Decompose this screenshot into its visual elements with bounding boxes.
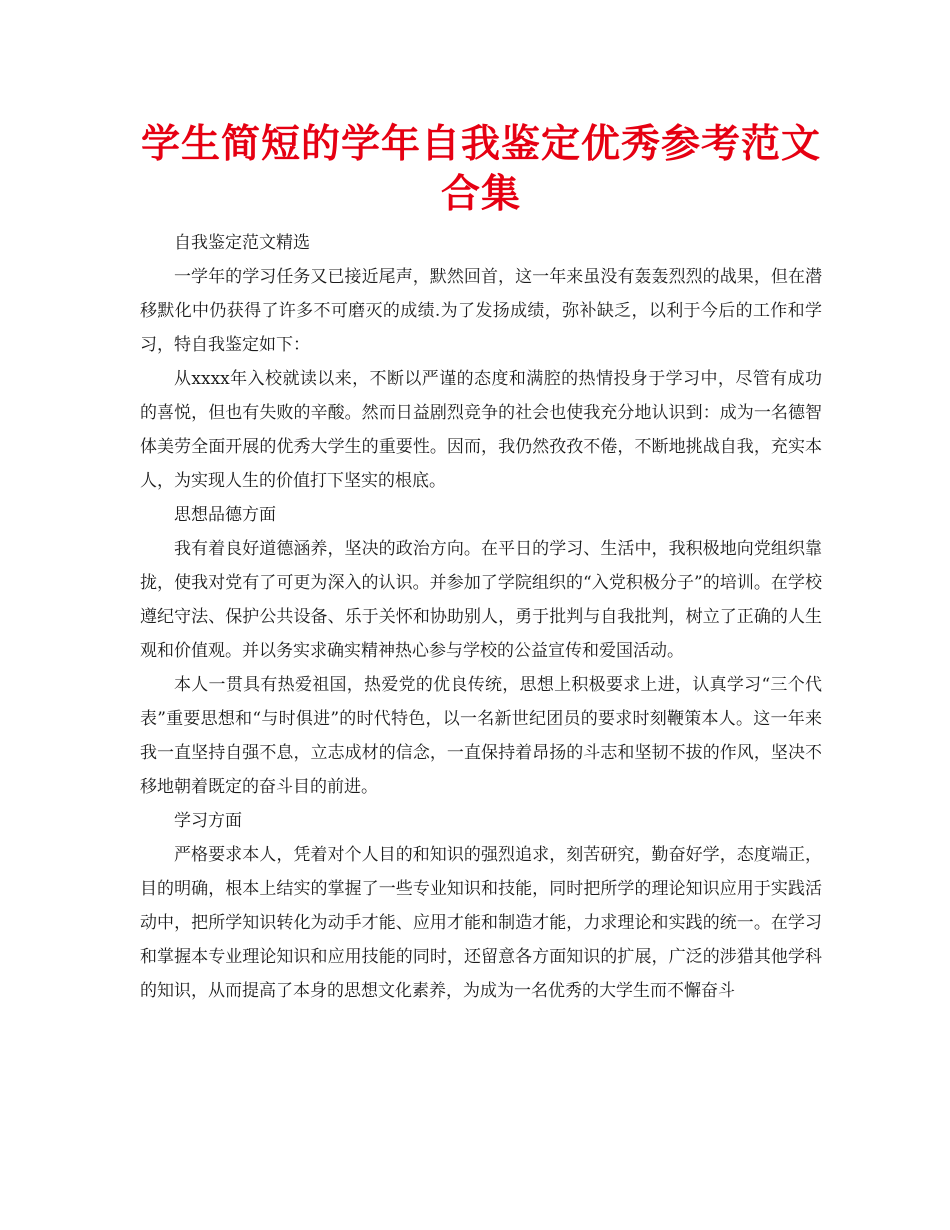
paragraph: 本人一贯具有热爱祖国，热爱党的优良传统，思想上积极要求上进，认真学习“三个代表”重要思想和“与时俱进”的时代特色，以一名新世纪团员的要求时刻鞭策本人。这一年来我一直坚持自强不息，立志成材的信念，一直保持着昂扬的斗志和坚韧不拔的作风，坚决不移地朝着既定的奋斗目的前进。: [140, 675, 822, 797]
paragraph: 严格要求本人，凭着对个人目的和知识的强烈追求，刻苦研究，勤奋好学，态度端正，目的明确，根本上结实的掌握了一些专业知识和技能，同时把所学的理论知识应用于实践活动中，把所学知识转化为动手才能、应用才能和制造才能，力求理论和实践的统一。在学习和掌握本专业理论知识和应用技能的同时，还留意各方面知识的扩展，广泛的涉猎其他学科的知识，从而提高了本身的思想文化素养，为成为一名优秀的大学生而不懈奋斗: [140, 845, 822, 1001]
paragraph: 从xxxx年入校就读以来，不断以严谨的态度和满腔的热情投身于学习中，尽管有成功的喜悦，但也有失败的辛酸。然而日益剧烈竞争的社会也使我充分地认识到：成为一名德智体美劳全面开展的优秀大学生的重要性。因而，我仍然孜孜不倦，不断地挑战自我，充实本人，为实现人生的价值打下坚实的根底。: [140, 369, 822, 491]
document-title: 学生简短的学年自我鉴定优秀参考范文合集: [140, 122, 821, 217]
section-heading-morality: 思想品德方面: [174, 505, 276, 525]
paragraph-intro-heading: 自我鉴定范文精选: [174, 233, 310, 253]
paragraph: 我有着良好道德涵养，坚决的政治方向。在平日的学习、生活中，我积极地向党组织靠拢，使我对党有了可更为深入的认识。并参加了学院组织的“入党积极分子”的培训。在学校遵纪守法、保护公共设备、乐于关怀和协助别人，勇于批判与自我批判，树立了正确的人生观和价值观。并以务实求确实精神热心参与学校的公益宣传和爱国活动。: [140, 539, 822, 661]
document-body: [140, 226, 822, 1008]
paragraph: 一学年的学习任务又已接近尾声，默然回首，这一年来虽没有轰轰烈烈的战果，但在潜移默化中仍获得了许多不可磨灭的成绩.为了发扬成绩，弥补缺乏，以利于今后的工作和学习，特自我鉴定如下：: [140, 267, 822, 355]
section-heading-study: 学习方面: [174, 811, 242, 831]
